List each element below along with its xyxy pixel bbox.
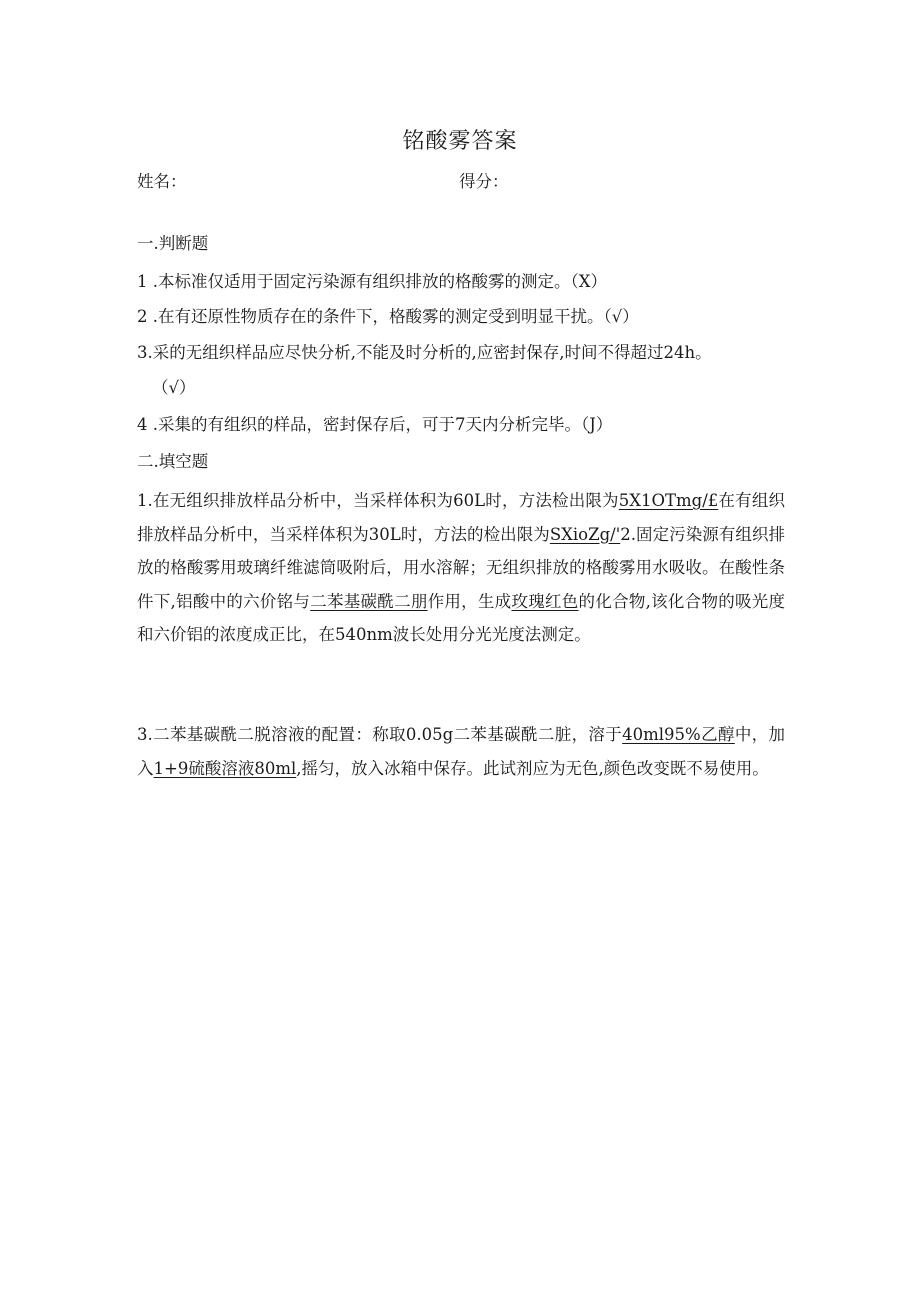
fill-answer: 40ml95%乙醇 (622, 725, 735, 744)
fill-text: 中，加入 (137, 725, 786, 778)
fill-text: 2.固定污染源有组织排放的格酸雾用玻璃纤维滤筒吸附后，用水溶解；无组织排放的格酸雾用水吸收。在酸性条件下,铝酸中的六价铭与 (137, 524, 785, 611)
judge-item-1: 1 .本标准仅适用于固定污染源有组织排放的格酸雾的测定。（X） (137, 272, 607, 291)
fill-text: 在有组织排放样品分析中，当采样体积为30L时，方法的检出限为 (137, 491, 785, 544)
document-title: 铭酸雾答案 (402, 129, 518, 154)
section2-heading: 二.填空题 (137, 452, 209, 471)
judge-item-3: 3.采的无组织样品应尽快分析,不能及时分析的,应密封保存,时间不得超过24h。 (137, 343, 712, 362)
fill-text: 1.在无组织排放样品分析中，当采样体积为60L时，方法检出限为 (137, 491, 619, 510)
fill-text: 作用，生成 (427, 591, 512, 611)
fill-paragraph-1 (137, 484, 785, 652)
fill-answer: 玫瑰红色 (511, 591, 579, 611)
fill-answer: 二苯基碳酰二朋 (310, 591, 428, 611)
fill-answer: SXioZg/' (549, 524, 621, 544)
fill-paragraph-2 (137, 718, 785, 785)
fill-text: ,摇匀，放入冰箱中保存。此试剂应为无色,颜色改变既不易使用。 (296, 758, 769, 778)
fill-text: 的化合物,该化合物的吸光度和六价铝的浓度成正比，在540nm波长处用分光光度法测定。 (137, 591, 786, 644)
judge-item-2: 2 .在有还原性物质存在的条件下，格酸雾的测定受到明显干扰。（√） (137, 307, 639, 326)
fill-answer: 5X1OTmg/£ (618, 491, 719, 510)
judge-item-3-answer: （√） (152, 378, 196, 397)
score-label: 得分： (459, 172, 509, 191)
name-label: 姓名： (137, 172, 187, 191)
section1-heading: 一.判断题 (137, 234, 209, 253)
fill-text: 3.二苯基碳酰二脱溶液的配置：称取0.05g二苯基碳酰二脏，溶于 (137, 725, 623, 744)
fill-answer: 1+9硫酸溶液80ml (153, 758, 297, 778)
judge-item-4: 4 .采集的有组织的样品，密封保存后，可于7天内分析完毕。（J） (137, 415, 613, 434)
